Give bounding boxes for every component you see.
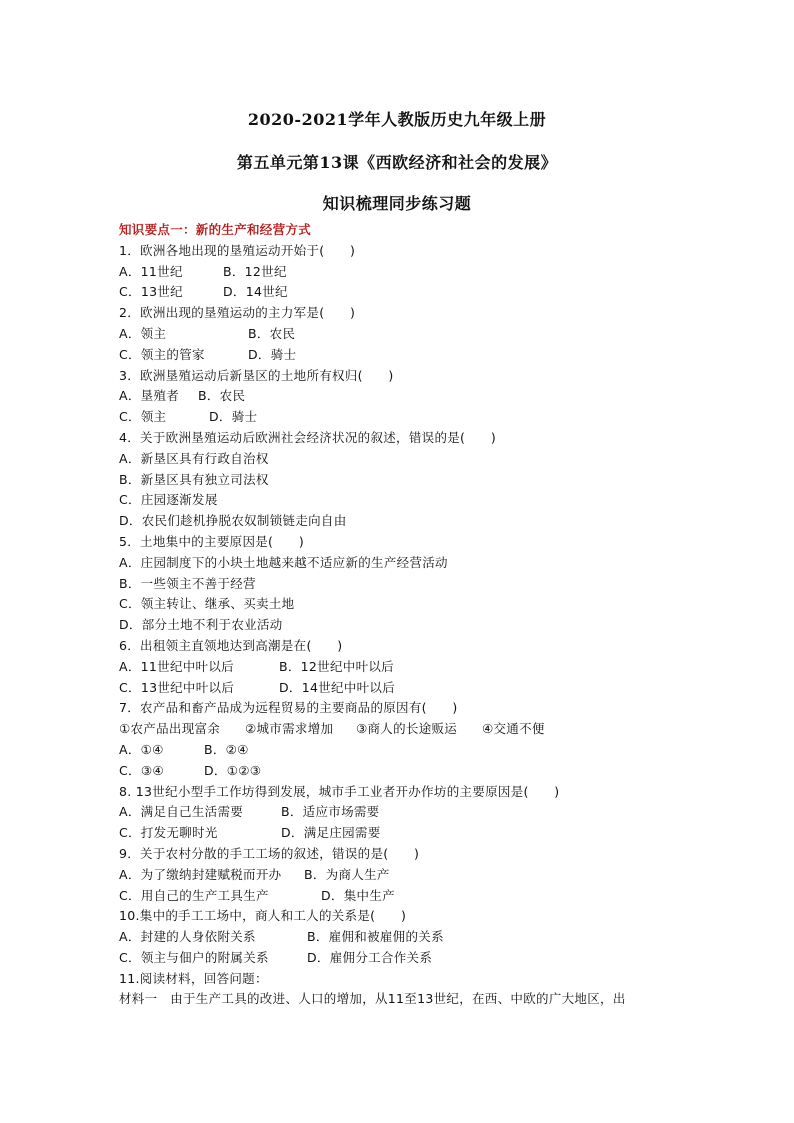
option: A．为了缴纳封建赋税而开办 [119, 866, 282, 882]
option: B．雇佣和被雇佣的关系 [307, 929, 444, 945]
statement: ①农产品出现富余 [119, 721, 221, 737]
question-stem: 11.阅读材料，回答问题： [119, 970, 268, 986]
option: C．用自己的生产工具生产 [119, 887, 269, 903]
option: D．①②③ [204, 762, 262, 778]
option: A．垦殖者 [119, 388, 180, 404]
section-heading: 知识要点一：新的生产和经营方式 [119, 222, 312, 237]
option-row [119, 802, 719, 823]
option: C．领主的管家 [119, 346, 205, 362]
option-row [119, 262, 719, 283]
option: C．庄园逐渐发展 [119, 492, 218, 508]
option: B．为商人生产 [304, 866, 390, 882]
question-stem: 4．关于欧洲垦殖运动后欧洲社会经济状况的叙述，错误的是( ) [119, 429, 497, 445]
option: A．新垦区具有行政自治权 [119, 450, 269, 466]
option: A．满足自己生活需要 [119, 804, 244, 820]
doc-title-line1: 2020-2021学年人教版历史九年级上册 [247, 110, 547, 129]
option: C．领主 [119, 409, 167, 425]
option: C．打发无聊时光 [119, 825, 218, 841]
option-row [119, 282, 719, 303]
statement: ④交通不便 [482, 721, 545, 737]
question-stem: 2．欧洲出现的垦殖运动的主力军是( ) [119, 305, 356, 321]
question-stem: 5．土地集中的主要原因是( ) [119, 533, 305, 549]
option-row [119, 740, 719, 761]
option: A．庄园制度下的小块土地越来越不适应新的生产经营活动 [119, 554, 448, 570]
option: D．骑士 [248, 346, 297, 362]
option-row [119, 823, 719, 844]
option: C．领主与佃户的附属关系 [119, 949, 269, 965]
option: D．14世纪中叶以后 [279, 679, 396, 695]
option: C．③④ [119, 762, 164, 778]
option: D．满足庄园需要 [281, 825, 381, 841]
question-stem: 10.集中的手工工场中，商人和工人的关系是( ) [119, 908, 407, 924]
option: A．11世纪中叶以后 [119, 658, 234, 674]
question-stem: 8. 13世纪小型手工作坊得到发展，城市手工业者开办作坊的主要原因是( ) [119, 783, 560, 799]
option: B．12世纪中叶以后 [279, 658, 394, 674]
option-row [119, 407, 719, 428]
option: D．骑士 [209, 409, 258, 425]
option: D．雇佣分工合作关系 [307, 949, 433, 965]
option: D．集中生产 [321, 887, 395, 903]
question-stem: 1．欧洲各地出现的垦殖运动开始于( ) [119, 242, 356, 258]
question-stem: 3．欧洲垦殖运动后新垦区的土地所有权归( ) [119, 367, 394, 383]
option: B．一些领主不善于经营 [119, 575, 256, 591]
option: C．领主转让、继承、买卖土地 [119, 596, 295, 612]
option-row [119, 324, 719, 345]
option: D．农民们趁机挣脱农奴制锁链走向自由 [119, 513, 347, 529]
question-stem: 9．关于农村分散的手工工场的叙述，错误的是( ) [119, 845, 420, 861]
statement-row [119, 719, 719, 740]
option: C．13世纪 [119, 284, 183, 300]
option-row [119, 345, 719, 366]
option-row [119, 865, 719, 886]
option: C．13世纪中叶以后 [119, 679, 235, 695]
option: B．适应市场需要 [281, 804, 380, 820]
option: A．领主 [119, 325, 167, 341]
question-stem: 6．出租领主直领地达到高潮是在( ) [119, 637, 343, 653]
option-row [119, 927, 719, 948]
doc-title-line3: 知识梳理同步练习题 [322, 194, 472, 213]
option: B．②④ [204, 741, 249, 757]
option-row [119, 886, 719, 907]
option: B．农民 [198, 388, 246, 404]
question-stem: 7．农产品和畜产品成为远程贸易的主要商品的原因有( ) [119, 700, 458, 716]
option: B．12世纪 [223, 263, 287, 279]
question-list [119, 220, 719, 1010]
option: A．11世纪 [119, 263, 183, 279]
option: B．农民 [248, 325, 296, 341]
statement: ③商人的长途贩运 [356, 721, 458, 737]
option-row [119, 678, 719, 699]
statement: ②城市需求增加 [245, 721, 334, 737]
option: A．①④ [119, 741, 164, 757]
option-row [119, 657, 719, 678]
material-text: 材料一 由于生产工具的改进、人口的增加，从11至13世纪，在西、中欧的广大地区，出 [119, 991, 626, 1007]
option: D．14世纪 [223, 284, 288, 300]
option-row [119, 386, 719, 407]
option-row [119, 948, 719, 969]
option: A．封建的人身依附关系 [119, 929, 256, 945]
option-row [119, 761, 719, 782]
option: B．新垦区具有独立司法权 [119, 471, 269, 487]
doc-title-line2: 第五单元第13课《西欧经济和社会的发展》 [236, 153, 558, 172]
option: D．部分土地不利于农业活动 [119, 617, 283, 633]
